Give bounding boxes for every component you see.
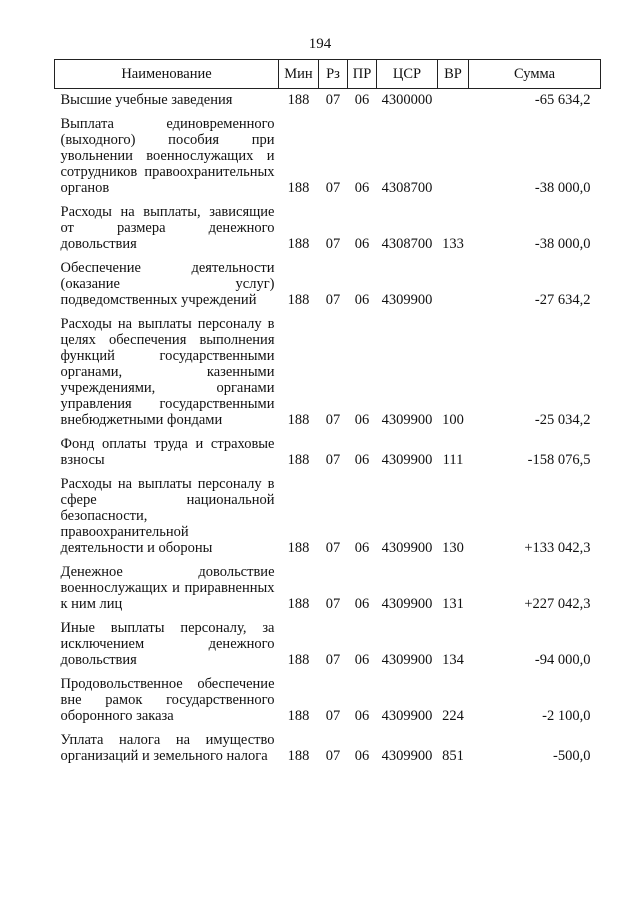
table-row <box>55 556 601 612</box>
header-csr: ЦСР <box>377 60 438 89</box>
row-vr: 133 <box>442 236 464 252</box>
row-min: 188 <box>287 708 310 724</box>
row-csr: 4309900 <box>381 652 433 668</box>
row-sum: +227 042,3 <box>524 596 591 612</box>
row-min: 188 <box>287 236 310 252</box>
row-pr: 06 <box>354 412 370 428</box>
table-row <box>55 612 601 668</box>
row-csr: 4308700 <box>381 180 433 196</box>
row-csr: 4309900 <box>381 708 433 724</box>
row-name: Иные выплаты персоналу, за исключением денежного довольствия <box>60 620 275 668</box>
row-pr: 06 <box>354 292 370 308</box>
row-min: 188 <box>287 412 310 428</box>
row-pr: 06 <box>354 748 370 764</box>
table-row <box>55 89 601 109</box>
row-pr: 06 <box>354 236 370 252</box>
table-row <box>55 196 601 252</box>
row-min: 188 <box>287 748 310 764</box>
row-sum: -38 000,0 <box>534 236 591 252</box>
row-sum: -38 000,0 <box>534 180 591 196</box>
table-row <box>55 308 601 428</box>
header-name: Наименование <box>55 60 279 89</box>
header-min: Мин <box>279 60 319 89</box>
row-sum: -27 634,2 <box>534 292 591 308</box>
row-csr: 4309900 <box>381 596 433 612</box>
row-csr: 4308700 <box>381 236 433 252</box>
row-name: Обеспечение деятельности (оказание услуг) подведомственных учреждений <box>60 260 275 308</box>
row-csr: 4309900 <box>381 748 433 764</box>
budget-table <box>54 59 601 764</box>
row-rz: 07 <box>325 708 341 724</box>
row-name: Уплата налога на имущество организаций и земельного налога <box>60 732 275 764</box>
table-row <box>55 668 601 724</box>
row-sum: -65 634,2 <box>534 92 591 108</box>
row-sum: -500,0 <box>553 748 591 764</box>
row-pr: 06 <box>354 596 370 612</box>
row-csr: 4300000 <box>381 92 433 108</box>
row-rz: 07 <box>325 652 341 668</box>
row-vr: 100 <box>442 412 464 428</box>
row-vr: 851 <box>442 748 464 764</box>
row-rz: 07 <box>325 452 341 468</box>
row-pr: 06 <box>354 652 370 668</box>
row-sum: -94 000,0 <box>534 652 591 668</box>
page-number: 194 <box>308 36 332 52</box>
table-row <box>55 468 601 556</box>
table-row <box>55 252 601 308</box>
row-sum: -25 034,2 <box>534 412 591 428</box>
row-vr <box>438 108 469 196</box>
row-min: 188 <box>287 540 310 556</box>
row-rz: 07 <box>325 596 341 612</box>
row-csr: 4309900 <box>381 292 433 308</box>
row-pr: 06 <box>354 708 370 724</box>
row-sum: -2 100,0 <box>542 708 591 724</box>
row-name: Фонд оплаты труда и страховые взносы <box>60 436 275 468</box>
row-pr: 06 <box>354 540 370 556</box>
row-vr: 130 <box>442 540 464 556</box>
row-min: 188 <box>287 452 310 468</box>
row-rz: 07 <box>325 180 341 196</box>
row-min: 188 <box>287 292 310 308</box>
row-rz: 07 <box>325 236 341 252</box>
table-header-row <box>55 60 601 89</box>
row-name: Выплата единовременного (выходного) пособия при увольнении военнослужащих и сотрудников правоохранительных органов <box>60 116 275 196</box>
row-rz: 07 <box>325 412 341 428</box>
row-vr: 111 <box>442 452 464 468</box>
row-rz: 07 <box>325 292 341 308</box>
header-vr: ВР <box>438 60 469 89</box>
header-pr: ПР <box>348 60 377 89</box>
row-name: Расходы на выплаты персоналу в целях обеспечения выполнения функций государственными органами, казенными учреждениями, органами управления государственными внебюджетными фондами <box>60 316 275 428</box>
row-name: Продовольственное обеспечение вне рамок государственного оборонного заказа <box>60 676 275 724</box>
row-rz: 07 <box>325 540 341 556</box>
row-vr <box>438 252 469 308</box>
row-name: Денежное довольствие военнослужащих и приравненных к ним лиц <box>60 564 275 612</box>
row-sum: -158 076,5 <box>527 452 591 468</box>
row-vr: 134 <box>442 652 464 668</box>
row-min: 188 <box>287 596 310 612</box>
header-sum: Сумма <box>469 60 601 89</box>
row-pr: 06 <box>354 92 370 108</box>
row-csr: 4309900 <box>381 412 433 428</box>
row-min: 188 <box>287 180 310 196</box>
row-rz: 07 <box>325 748 341 764</box>
row-name: Расходы на выплаты персоналу в сфере национальной безопасности, правоохранительной деятельности и обороны <box>60 476 275 556</box>
row-vr: 131 <box>442 596 464 612</box>
table-row <box>55 428 601 468</box>
row-csr: 4309900 <box>381 540 433 556</box>
row-pr: 06 <box>354 452 370 468</box>
row-min: 188 <box>287 652 310 668</box>
table-row <box>55 108 601 196</box>
row-name: Высшие учебные заведения <box>60 92 233 108</box>
row-name: Расходы на выплаты, зависящие от размера денежного довольствия <box>60 204 275 252</box>
row-sum: +133 042,3 <box>524 540 591 556</box>
row-pr: 06 <box>354 180 370 196</box>
row-csr: 4309900 <box>381 452 433 468</box>
row-vr <box>438 89 469 109</box>
header-rz: Рз <box>319 60 348 89</box>
row-vr: 224 <box>442 708 464 724</box>
row-rz: 07 <box>325 92 341 108</box>
row-min: 188 <box>287 92 310 108</box>
table-row <box>55 724 601 764</box>
